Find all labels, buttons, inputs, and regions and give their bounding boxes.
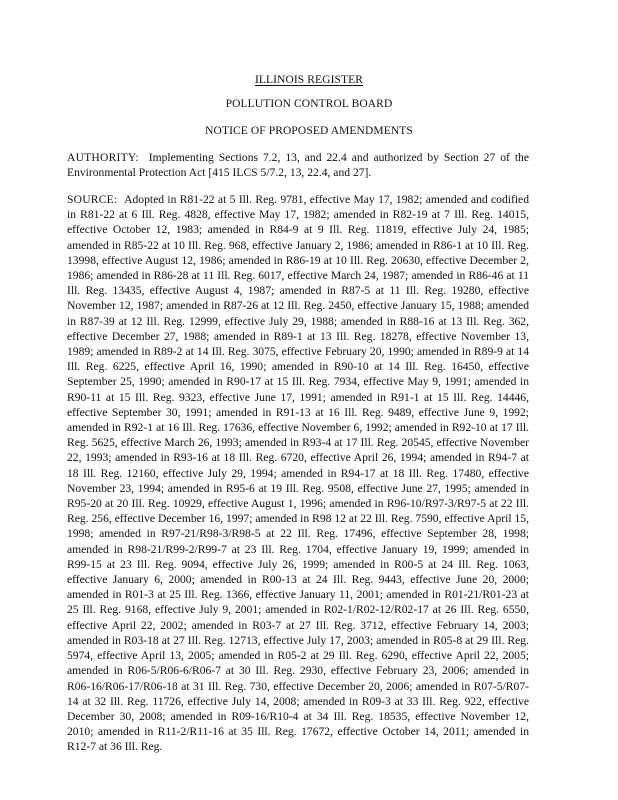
authority-text: Implementing Sections 7.2, 13, and 22.4 and authorized by Section 27 of the Environmental Protection Act [415 ILCS 5/7.2, 13, 22.4, and 27].: [67, 151, 529, 180]
source-text: Adopted in R81-22 at 5 Ill. Reg. 9781, effective May 17, 1982; amended and codified in R81-22 at 6 Ill. Reg. 4828, effective May 17, 1982; amended in R82-19 at 7 Ill. Reg. 14015, effective October 12, 1983; amended in R84-9 at 9 Ill. Reg. 11819, effective July 24, 1985; amended in R85-22 at 10 Ill. Reg. 968, effective January 2, 1986; amended in R86-1 at 10 Ill. Reg. 13998, effective August 12, 1986; amended in R86-19 at 10 Ill. Reg. 20630, effective December 2, 1986; amended in R86-28 at 11 Ill. Reg. 6017, effective March 24, 1987; amended in R86-46 at 11 Ill. Reg. 13435, effective August 4, 1987; amended in R87-5 at 11 Ill. Reg. 19280, effective November 12, 1987; amended in R87-26 at 12 Ill. Reg. 2450, effective January 15, 1988; amended in R87-39 at 12 Ill. Reg. 12999, effective July 29, 1988; amended in R88-16 at 13 Ill. Reg. 362, effective December 27, 1988; amended in R89-1 at 13 Ill. Reg. 18278, effective November 13, 1989; amended in R89-2 at 14 Ill. Reg. 3075, effective February 20, 1990; amended in R89-9 at 14 Ill. Reg. 6225, effective April 16, 1990; amended in R90-10 at 14 Ill. Reg. 16450, effective September 25, 1990; amended in R90-17 at 15 Ill. Reg. 7934, effective May 9, 1991; amended in R90-11 at 15 Ill. Reg. 9323, effective June 17, 1991; amended in R91-1 at 15 Ill. Reg. 14446, effective September 30, 1991; amended in R91-13 at 16 Ill. Reg. 9489, effective June 9, 1992; amended in R92-1 at 16 Ill. Reg. 17636, effective November 6, 1992; amended in R92-10 at 17 Ill. Reg. 5625, effective March 26, 1993; amended in R93-4 at 17 Ill. Reg. 20545, effective November 22, 1993; amended in R93-16 at 18 Ill. Reg. 6720, effective April 26, 1994; amended in R94-7 at 18 Ill. Reg. 12160, effective July 29, 1994; amended in R94-17 at 18 Ill. Reg. 17480, effective November 23, 1994; amended in R95-6 at 19 Ill. Reg. 9508, effective June 27, 1995; amended in R95-20 at 20 Ill. Reg. 10929, effective August 1, 1996; amended in R96-10/R97-3/R97-5 at 22 Ill. Reg. 256, effective December 16, 1997; amended in R98 12 at 22 Ill. Reg. 7590, effective April 15, 1998; amended in R97-21/R98-3/R98-5 at 22 Ill. Reg. 17496, effective September 28, 1998; amended in R98-21/R99-2/R99-7 at 23 Ill. Reg. 1704, effective January 19, 1999; amended in R99-15 at 23 Ill. Reg. 9094, effective July 26, 1999; amended in R00-5 at 24 Ill. Reg. 1063, effective January 6, 2000; amended in R00-13 at 24 Ill. Reg. 9443, effective June 20, 2000; amended in R01-3 at 25 Ill. Reg. 1366, effective January 11, 2001; amended in R01-21/R01-23 at 25 Ill. Reg. 9168, effective July 9, 2001; amended in R02-1/R02-12/R02-17 at 26 Ill. Reg. 6550, effective April 22, 2002; amended in R03-7 at 27 Ill. Reg. 3712, effective February 14, 2003; amended in R03-18 at 27 Ill. Reg. 12713, effective July 17, 2003; amended in R05-8 at 29 Ill. Reg. 5974, effective April 13, 2005; amended in R05-2 at 29 Ill. Reg. 6290, effective April 22, 2005; amended in R06-5/R06-6/R06-7 at 30 Ill. Reg. 2930, effective February 23, 2006; amended in R06-16/R06-17/R06-18 at 31 Ill. Reg. 730, effective December 20, 2006; amended in R07-5/R07-14 at 32 Ill. Reg. 11726, effective July 14, 2008; amended in R09-3 at 33 Ill. Reg. 922, effective December 30, 2008; amended in R09-16/R10-4 at 34 Ill. Reg. 18535, effective November 12, 2010; amended in R11-2/R11-16 at 35 Ill. Reg. 17672, effective October 14, 2011; amended in R12-7 at 36 Ill. Reg.: [67, 193, 530, 754]
board-title: POLLUTION CONTROL BOARD: [225, 98, 393, 110]
register-title: ILLINOIS REGISTER: [254, 74, 364, 86]
register-header: [0, 73, 618, 87]
authority-paragraph: [67, 150, 529, 180]
authority-label: AUTHORITY:: [67, 151, 139, 164]
notice-title: NOTICE OF PROPOSED AMENDMENTS: [205, 125, 413, 137]
source-label: SOURCE:: [67, 193, 118, 206]
source-paragraph: [67, 192, 529, 755]
